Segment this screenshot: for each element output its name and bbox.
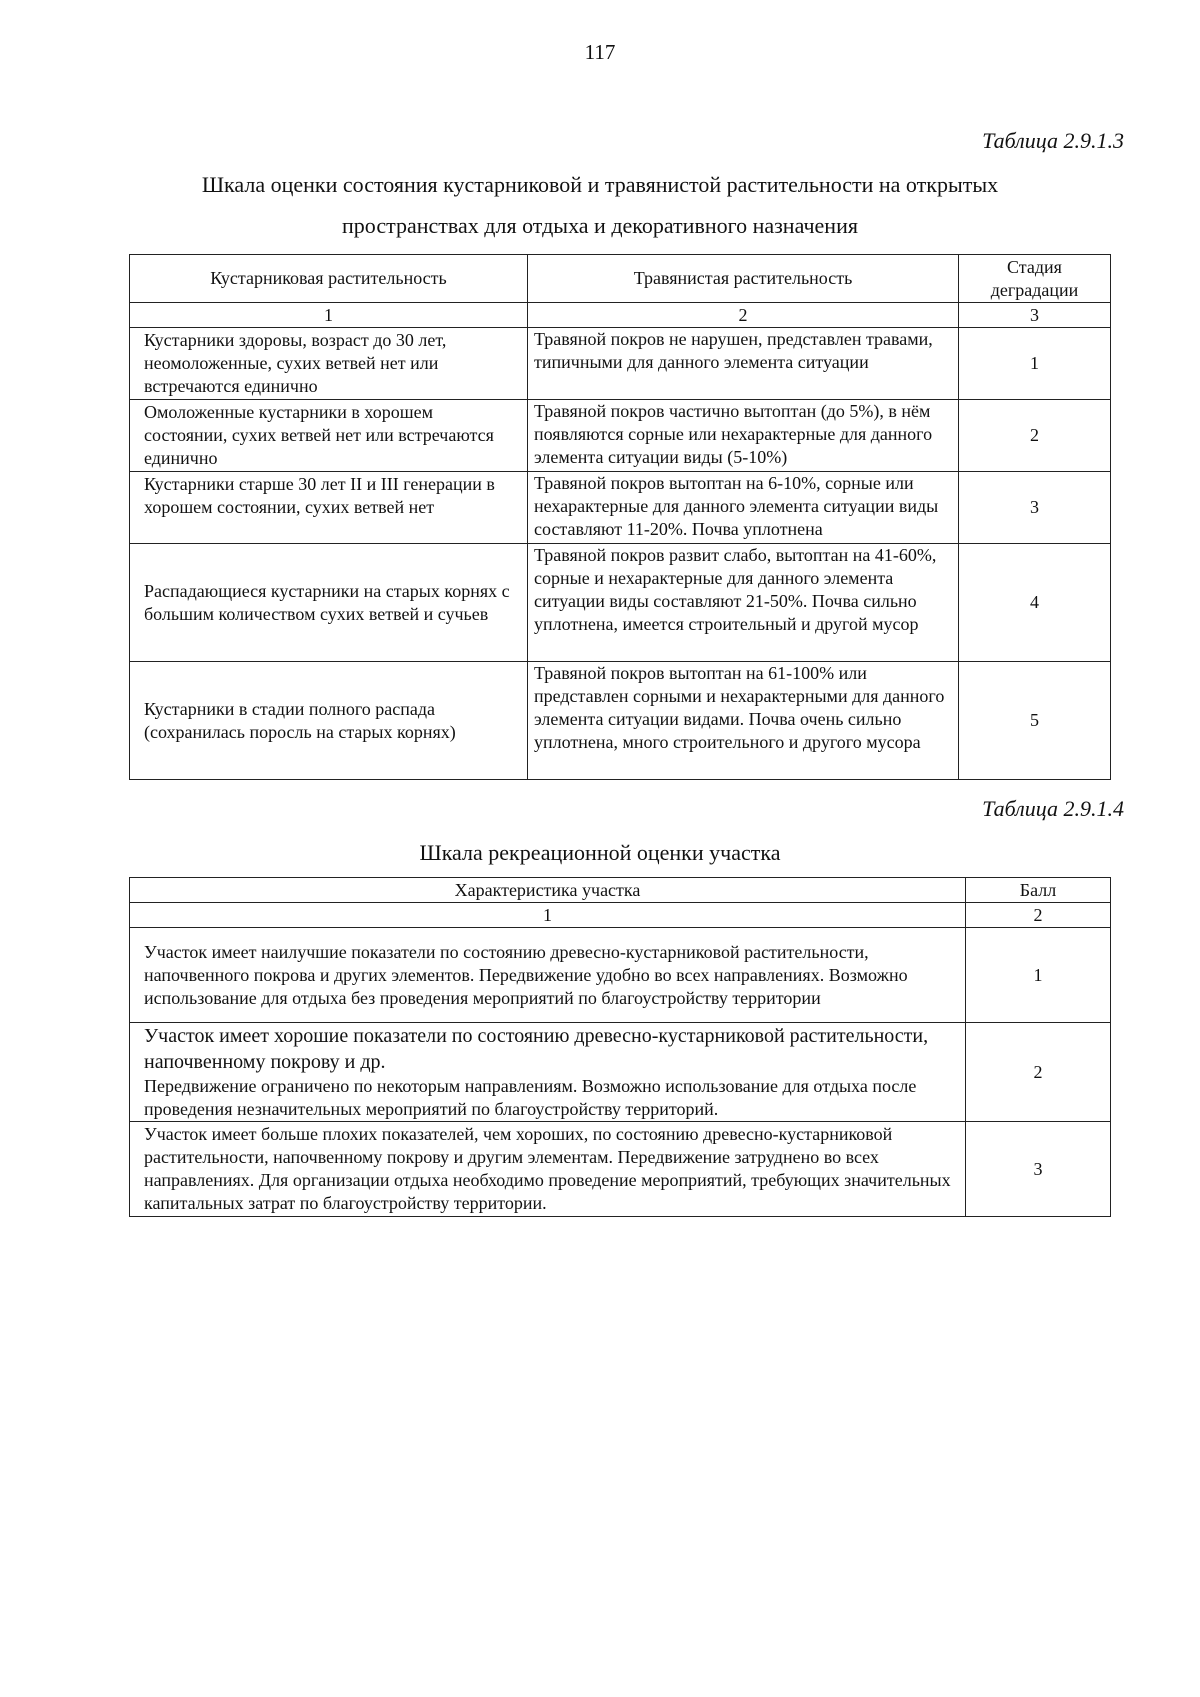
header-shrub: Кустарниковая растительность [130, 255, 528, 303]
page-number: 117 [584, 40, 616, 64]
column-number: 1 [130, 903, 966, 928]
table-row [130, 1122, 1111, 1217]
column-number-row [130, 303, 1111, 328]
header-grass: Травянистая растительность [528, 255, 959, 303]
table-title-line1: Шкала оценки состояния кустарниковой и травянистой растительности на открытых [201, 172, 999, 197]
grass-cell: Травяной покров вытоптан на 6-10%, сорные или нехарактерные для данного элемента ситуации виды составляют 11-20%. Почва уплотнена [528, 472, 959, 544]
table-caption-2-9-1-4: Таблица 2.9.1.4 [982, 796, 1124, 821]
grass-cell: Травяной покров частично вытоптан (до 5%), в нём появляются сорные или нехарактерные для данного элемента ситуации виды (5-10%) [528, 400, 959, 472]
shrub-cell: Распадающиеся кустарники на старых корнях с большим количеством сухих ветвей и сучьев [130, 544, 528, 662]
stage-cell: 5 [959, 662, 1111, 780]
score-cell: 3 [966, 1122, 1111, 1217]
vegetation-degradation-table [129, 254, 1111, 780]
table-row [130, 1023, 1111, 1122]
shrub-cell: Кустарники старше 30 лет II и III генерации в хорошем состоянии, сухих ветвей нет [130, 472, 528, 544]
header-stage: Стадия деградации [959, 255, 1111, 303]
table-header-row [130, 878, 1111, 903]
shrub-cell: Кустарники здоровы, возраст до 30 лет, неомоложенные, сухих ветвей нет или встречаются единично [130, 328, 528, 400]
characteristic-cell: Участок имеет наилучшие показатели по состоянию древесно-кустарниковой растительности, напочвенного покрова и других элементов. Передвижение удобно во всех направлениях. Возможно использование для отдыха без проведения мероприятий по благоустройству территории [130, 928, 966, 1023]
characteristic-lead-text: Участок имеет хорошие показатели по состоянию древесно-кустарниковой растительности, напочвенному покрову и др. [144, 1025, 929, 1073]
table-title: Шкала рекреационной оценки участка [419, 840, 781, 865]
table-row [130, 928, 1111, 1023]
grass-cell: Травяной покров развит слабо, вытоптан на 41-60%, сорные и нехарактерные для данного элемента ситуации виды составляют 21-50%. Почва сильно уплотнена, имеется строительный и другой мусор [528, 544, 959, 662]
score-cell: 1 [966, 928, 1111, 1023]
shrub-cell: Омоложенные кустарники в хорошем состоянии, сухих ветвей нет или встречаются единично [130, 400, 528, 472]
table-caption-2-9-1-3: Таблица 2.9.1.3 [982, 128, 1124, 153]
stage-cell: 3 [959, 472, 1111, 544]
recreational-assessment-table [129, 877, 1111, 1217]
characteristic-cell [130, 1023, 966, 1122]
table-row [130, 328, 1111, 400]
score-cell: 2 [966, 1023, 1111, 1122]
table-row [130, 472, 1111, 544]
stage-cell: 4 [959, 544, 1111, 662]
header-characteristic: Характеристика участка [130, 878, 966, 903]
table-title-line2: пространствах для отдыха и декоративного назначения [342, 213, 858, 238]
header-score: Балл [966, 878, 1111, 903]
stage-cell: 2 [959, 400, 1111, 472]
column-number: 2 [528, 303, 959, 328]
column-number: 1 [130, 303, 528, 328]
characteristic-detail-text: Передвижение ограничено по некоторым направлениям. Возможно использование для отдыха после проведения незначительных мероприятий по благоустройству территорий. [144, 1076, 917, 1119]
shrub-cell: Кустарники в стадии полного распада (сохранилась поросль на старых корнях) [130, 662, 528, 780]
table-row [130, 400, 1111, 472]
column-number-row [130, 903, 1111, 928]
grass-cell: Травяной покров не нарушен, представлен травами, типичными для данного элемента ситуации [528, 328, 959, 400]
table-header-row [130, 255, 1111, 303]
table-row [130, 544, 1111, 662]
column-number: 3 [959, 303, 1111, 328]
characteristic-cell: Участок имеет больше плохих показателей, чем хороших, по состоянию древесно-кустарниковой растительности, напочвенному покрову и другим элементам. Передвижение затруднено во всех направлениях. Для организации отдыха необходимо проведение мероприятий, требующих значительных капитальных затрат по благоустройству территории. [130, 1122, 966, 1217]
table-row [130, 662, 1111, 780]
column-number: 2 [966, 903, 1111, 928]
stage-cell: 1 [959, 328, 1111, 400]
grass-cell: Травяной покров вытоптан на 61-100% или представлен сорными и нехарактерными для данного элемента ситуации видами. Почва очень сильно уплотнена, много строительного и другого мусора [528, 662, 959, 780]
